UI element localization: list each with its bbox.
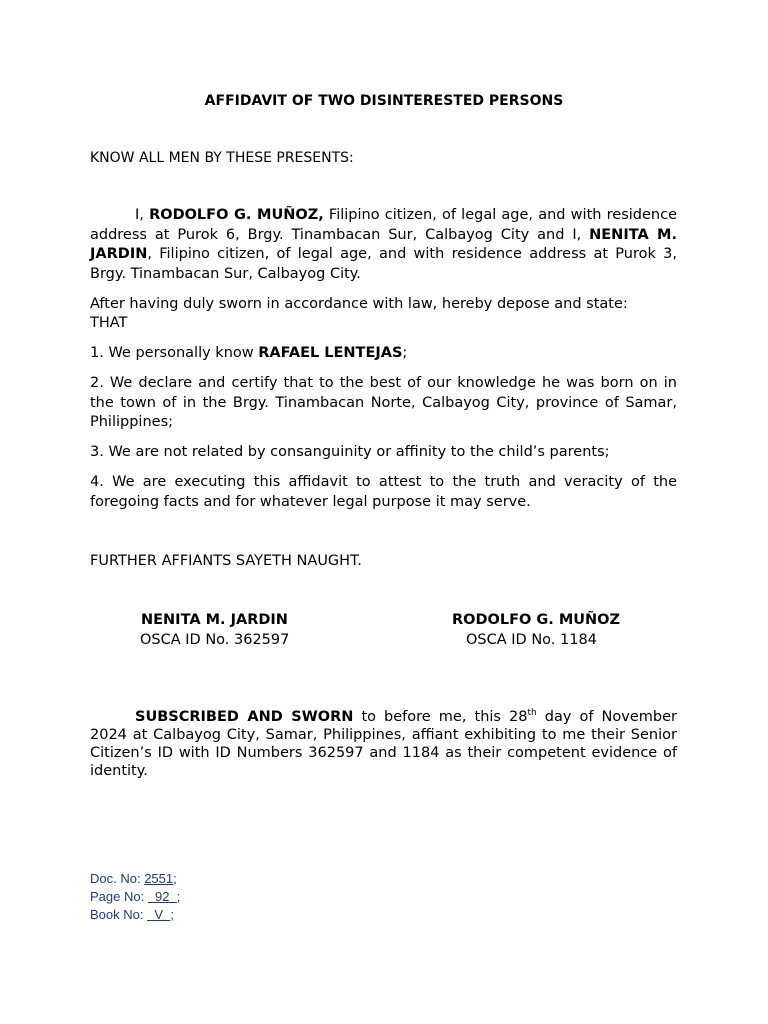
page-number-label: Page No: — [90, 889, 148, 904]
jurat-paragraph — [90, 708, 677, 780]
subject-name: RAFAEL LENTEJAS — [258, 345, 403, 361]
item-2: 2. We declare and certify that to the best of our knowledge he was born on in the town of in the Brgy. Tinambacan Norte, Calbayog City, province of Samar, Philippines; — [90, 375, 677, 430]
deposition-line: After having duly sworn in accordance with law, hereby depose and state: — [90, 296, 628, 312]
item-1-prefix: 1. We personally know — [90, 345, 259, 361]
document-title: AFFIDAVIT OF TWO DISINTERESTED PERSONS — [204, 93, 564, 109]
page-number-value: 92 — [147, 889, 177, 904]
affiant1-details: Filipino citizen, of legal age, and with residence address at Purok 6, Brgy. Tinambacan Sur, Calbayog City and I, — [90, 207, 677, 243]
book-number-value: V — [147, 907, 171, 922]
doc-number-label: Doc. No: — [90, 871, 145, 886]
signature-left-id: OSCA ID No. 362597 — [140, 632, 290, 648]
book-number-label: Book No: — [90, 907, 148, 922]
signature-left-name: NENITA M. JARDIN — [141, 612, 288, 628]
intro-paragraph — [90, 206, 677, 284]
item-1 — [90, 344, 407, 364]
book-number-line — [90, 906, 174, 924]
page-number-terminator: ; — [176, 889, 181, 904]
jurat-lead: SUBSCRIBED AND SWORN — [135, 709, 354, 725]
item-1-suffix: ; — [402, 345, 408, 361]
intro-prefix: I, — [135, 207, 144, 223]
signature-right-id: OSCA ID No. 1184 — [466, 632, 597, 648]
further-affiants-line: FURTHER AFFIANTS SAYETH NAUGHT. — [90, 553, 362, 569]
jurat-text-1: to before me, this 28 — [353, 709, 528, 725]
page-number-line — [90, 888, 180, 906]
that-line: THAT — [90, 315, 128, 331]
doc-number-terminator: ; — [173, 871, 177, 886]
item-4: 4. We are executing this affidavit to attest to the truth and veracity of the foregoing facts and for whatever legal purpose it may serve. — [90, 474, 677, 510]
opening-line: KNOW ALL MEN BY THESE PRESENTS: — [90, 150, 354, 166]
doc-number-line — [90, 870, 177, 888]
signature-right-name: RODOLFO G. MUÑOZ — [452, 612, 621, 628]
book-number-terminator: ; — [170, 907, 174, 922]
jurat-text-2: day of November 2024 at Calbayog City, Samar, Philippines, affiant exhibiting to me their Senior Citizen’s ID with ID Numbers 362597 and 1184 as their competent evidence of identity. — [90, 709, 677, 779]
affiant2-details: , Filipino citizen, of legal age, and with residence address at Purok 3, Brgy. Tinambacan Sur, Calbayog City. — [90, 246, 677, 282]
affiant1-name: RODOLFO G. MUÑOZ, — [149, 207, 324, 223]
item-3: 3. We are not related by consanguinity or affinity to the child’s parents; — [90, 444, 610, 460]
jurat-ordinal-suffix: th — [527, 708, 537, 719]
affiant2-name: NENITA M. JARDIN — [90, 226, 677, 262]
doc-number-value: 2551 — [144, 871, 174, 886]
